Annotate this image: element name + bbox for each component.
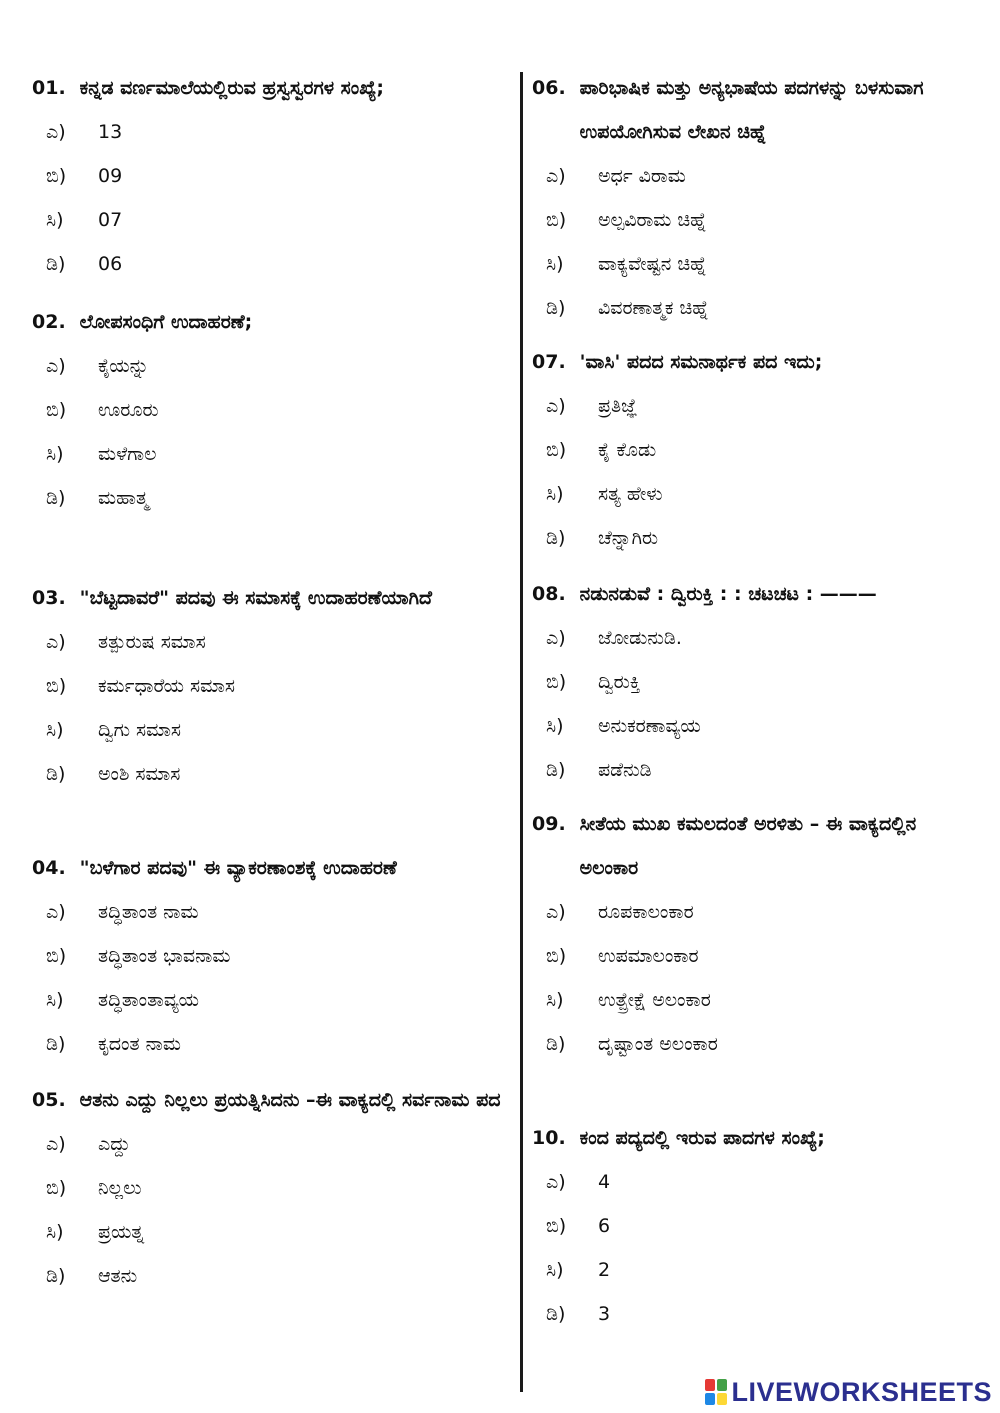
- option-label: ಡಿ): [546, 527, 566, 549]
- option-text: ವಿವರಣಾತ್ಮಕ ಚಿಹ್ನೆ: [598, 297, 709, 319]
- option-text: ವಾಕ್ಯವೇಷ್ಟನ ಚಿಹ್ನೆ: [598, 253, 707, 275]
- logo-square-green: [717, 1379, 727, 1391]
- option-label: ಸಿ): [46, 989, 64, 1011]
- option-text: ತದ್ಧಿತಾಂತಾವ್ಯಯ: [98, 989, 200, 1011]
- option-text: ಉಪಮಾಲಂಕಾರ: [598, 945, 699, 967]
- option-text: ಚೆನ್ನಾಗಿರು: [598, 527, 659, 549]
- option-label: ಎ): [546, 627, 566, 649]
- option-label: ಬಿ): [46, 1177, 67, 1199]
- question-text: ಪಾರಿಭಾಷಿಕ ಮತ್ತು ಅನ್ಯಭಾಷೆಯ ಪದಗಳನ್ನು ಬಳಸುವಾಗ ಉಪಯೋಗಿಸುವ ಲೇಖನ ಚಿಹ್ನೆ: [579, 77, 924, 143]
- option-text: ಅನುಕರಣಾವ್ಯಯ: [598, 715, 701, 737]
- question-number: 03.: [32, 587, 66, 609]
- question-number: 08.: [532, 583, 566, 605]
- option-label: ಎ): [546, 901, 566, 923]
- option-text: ಮಳೆಗಾಲ: [98, 443, 157, 465]
- question-09: [532, 802, 972, 1066]
- option-text: 6: [598, 1215, 611, 1237]
- option-text: ಪ್ರತಿಜ್ಞೆ: [598, 395, 638, 417]
- option-d[interactable]: [32, 1022, 512, 1066]
- option-c[interactable]: [532, 242, 972, 286]
- option-d[interactable]: [32, 242, 512, 286]
- option-label: ಎ): [46, 901, 66, 923]
- option-c[interactable]: [32, 198, 512, 242]
- option-text: ರೂಪಕಾಲಂಕಾರ: [598, 901, 694, 923]
- option-text: ಕೈಯನ್ನು: [98, 355, 149, 377]
- question-10: [532, 1116, 972, 1336]
- option-c[interactable]: [532, 978, 972, 1022]
- logo-square-red: [705, 1379, 715, 1391]
- question-text: ಸೀತೆಯ ಮುಖ ಕಮಲದಂತೆ ಅರಳಿತು – ಈ ವಾಕ್ಯದಲ್ಲಿನ ಅಲಂಕಾರ: [579, 813, 917, 879]
- option-label: ಡಿ): [46, 487, 66, 509]
- question-text: "ಬೆಟ್ಟದಾವರೆ" ಪದವು ಈ ಸಮಾಸಕ್ಕೆ ಉದಾಹರಣೆಯಾಗಿದೆ: [79, 587, 433, 609]
- option-label: ಬಿ): [46, 945, 67, 967]
- question-text: ನಡುನಡುವೆ : ದ್ವಿರುಕ್ತಿ : : ಚಟಚಟ : ———: [579, 583, 877, 605]
- question-number: 04.: [32, 857, 66, 879]
- option-b[interactable]: [32, 388, 512, 432]
- option-a[interactable]: [32, 1122, 512, 1166]
- option-d[interactable]: [532, 516, 972, 560]
- option-label: ಸಿ): [546, 989, 564, 1011]
- question-number: 07.: [532, 351, 566, 373]
- option-text: ಅಲ್ಪವಿರಾಮ ಚಿಹ್ನೆ: [598, 209, 707, 231]
- question-06: [532, 66, 972, 330]
- question-number: 06.: [532, 77, 566, 99]
- question-number: 02.: [32, 311, 66, 333]
- option-a[interactable]: [32, 620, 512, 664]
- option-label: ಎ): [46, 355, 66, 377]
- option-text: ದೃಷ್ಟಾಂತ ಅಲಂಕಾರ: [598, 1033, 718, 1055]
- option-label: ಡಿ): [546, 759, 566, 781]
- question-07: [532, 340, 972, 560]
- liveworksheets-logo-icon: [705, 1379, 727, 1405]
- question-number: 01.: [32, 77, 66, 99]
- option-b[interactable]: [32, 934, 512, 978]
- option-text: ಪಡೆನುಡಿ: [598, 759, 652, 781]
- option-a[interactable]: [532, 384, 972, 428]
- option-label: ಸಿ): [546, 715, 564, 737]
- option-label: ಎ): [546, 395, 566, 417]
- option-label: ಎ): [46, 121, 66, 143]
- option-a[interactable]: [532, 616, 972, 660]
- option-label: ಡಿ): [46, 1033, 66, 1055]
- option-label: ಸಿ): [546, 483, 564, 505]
- question-02: [32, 300, 512, 520]
- option-label: ಸಿ): [546, 1259, 564, 1281]
- option-label: ಡಿ): [46, 1265, 66, 1287]
- option-a[interactable]: [532, 890, 972, 934]
- option-c[interactable]: [532, 472, 972, 516]
- option-label: ಬಿ): [46, 675, 67, 697]
- option-text: ಅಂಶಿ ಸಮಾಸ: [98, 763, 181, 785]
- option-text: ಸತ್ಯ ಹೇಳು: [598, 483, 663, 505]
- question-number: 10.: [532, 1127, 566, 1149]
- option-text: 09: [98, 165, 123, 187]
- option-text: 07: [98, 209, 123, 231]
- option-label: ಸಿ): [46, 1221, 64, 1243]
- option-a[interactable]: [532, 1160, 972, 1204]
- option-d[interactable]: [532, 748, 972, 792]
- option-text: 3: [598, 1303, 611, 1325]
- logo-square-yellow: [717, 1393, 727, 1405]
- option-d[interactable]: [532, 1022, 972, 1066]
- option-text: ಉತ್ಪ್ರೇಕ್ಷೆ ಅಲಂಕಾರ: [598, 989, 711, 1011]
- option-c[interactable]: [32, 708, 512, 752]
- option-b[interactable]: [532, 660, 972, 704]
- question-05: [32, 1078, 512, 1298]
- option-text: ಆತನು: [98, 1265, 138, 1287]
- option-text: ತತ್ಪುರುಷ ಸಮಾಸ: [98, 631, 206, 653]
- option-d[interactable]: [32, 476, 512, 520]
- question-number: 09.: [532, 813, 566, 835]
- option-a[interactable]: [32, 110, 512, 154]
- option-d[interactable]: [32, 752, 512, 796]
- option-text: ತದ್ಧಿತಾಂತ ಭಾವನಾಮ: [98, 945, 231, 967]
- option-label: ಸಿ): [546, 253, 564, 275]
- option-text: 06: [98, 253, 123, 275]
- option-text: ದ್ವಿರುಕ್ತಿ: [598, 671, 641, 693]
- option-text: ನಿಲ್ಲಲು: [98, 1177, 142, 1199]
- option-b[interactable]: [32, 154, 512, 198]
- option-label: ಬಿ): [46, 399, 67, 421]
- question-text: ಕಂದ ಪದ್ಯದಲ್ಲಿ ಇರುವ ಪಾದಗಳ ಸಂಖ್ಯೆ;: [579, 1127, 825, 1149]
- option-c[interactable]: [32, 978, 512, 1022]
- option-label: ಎ): [46, 631, 66, 653]
- option-text: 13: [98, 121, 123, 143]
- option-text: ತದ್ಧಿತಾಂತ ನಾಮ: [98, 901, 199, 923]
- option-label: ಡಿ): [546, 297, 566, 319]
- option-a[interactable]: [32, 890, 512, 934]
- option-label: ಬಿ): [546, 439, 567, 461]
- option-b[interactable]: [532, 934, 972, 978]
- option-b[interactable]: [532, 428, 972, 472]
- option-b[interactable]: [532, 1204, 972, 1248]
- column-divider: [520, 72, 523, 1392]
- option-label: ಡಿ): [46, 763, 66, 785]
- option-label: ಬಿ): [46, 165, 67, 187]
- option-label: ಸಿ): [46, 719, 64, 741]
- option-text: ಪ್ರಯತ್ನ: [98, 1221, 144, 1243]
- option-c[interactable]: [532, 704, 972, 748]
- option-text: ಜೋಡುನುಡಿ.: [598, 627, 682, 649]
- option-label: ಡಿ): [546, 1033, 566, 1055]
- option-d[interactable]: [532, 286, 972, 330]
- option-label: ಬಿ): [546, 945, 567, 967]
- option-a[interactable]: [32, 344, 512, 388]
- question-08: [532, 572, 972, 792]
- option-d[interactable]: [32, 1254, 512, 1298]
- option-text: ಮಹಾತ್ಮ: [98, 487, 149, 509]
- option-text: 4: [598, 1171, 611, 1193]
- option-b[interactable]: [532, 198, 972, 242]
- option-text: ಅರ್ಧ ವಿರಾಮ: [598, 165, 686, 187]
- option-text: ಕೈ ಕೊಡು: [598, 439, 657, 461]
- option-label: ಸಿ): [46, 209, 64, 231]
- option-a[interactable]: [532, 154, 972, 198]
- question-text: ಕನ್ನಡ ವರ್ಣಮಾಲೆಯಲ್ಲಿರುವ ಹ್ರಸ್ವಸ್ವರಗಳ ಸಂಖ್ಯೆ;: [79, 77, 385, 99]
- question-text: 'ವಾಸಿ' ಪದದ ಸಮನಾರ್ಥಕ ಪದ ಇದು;: [579, 351, 823, 373]
- option-b[interactable]: [32, 1166, 512, 1210]
- logo-square-blue: [705, 1393, 715, 1405]
- option-c[interactable]: [532, 1248, 972, 1292]
- question-text: ಆತನು ಎದ್ದು ನಿಲ್ಲಲು ಪ್ರಯತ್ನಿಸಿದನು –ಈ ವಾಕ್ಯದಲ್ಲಿ ಸರ್ವನಾಮ ಪದ: [79, 1089, 501, 1111]
- option-text: ದ್ವಿಗು ಸಮಾಸ: [98, 719, 181, 741]
- option-c[interactable]: [32, 1210, 512, 1254]
- liveworksheets-watermark[interactable]: [705, 1376, 992, 1408]
- option-text: ಕೃದಂತ ನಾಮ: [98, 1033, 181, 1055]
- option-label: ಬಿ): [546, 671, 567, 693]
- option-d[interactable]: [532, 1292, 972, 1336]
- option-b[interactable]: [32, 664, 512, 708]
- option-label: ಸಿ): [46, 443, 64, 465]
- question-number: 05.: [32, 1089, 66, 1111]
- option-text: ಎದ್ದು: [98, 1133, 131, 1155]
- option-label: ಎ): [46, 1133, 66, 1155]
- option-text: 2: [598, 1259, 611, 1281]
- question-text: "ಬಳೆಗಾರ ಪದವು" ಈ ವ್ಯಾಕರಣಾಂಶಕ್ಕೆ ಉದಾಹರಣೆ: [79, 857, 397, 879]
- liveworksheets-wordmark: LIVEWORKSHEETS: [731, 1376, 992, 1407]
- option-text: ಕರ್ಮಧಾರೆಯ ಸಮಾಸ: [98, 675, 235, 697]
- option-label: ಎ): [546, 165, 566, 187]
- option-label: ಡಿ): [546, 1303, 566, 1325]
- question-03: [32, 576, 512, 796]
- option-label: ಡಿ): [46, 253, 66, 275]
- question-04: [32, 846, 512, 1066]
- option-label: ಎ): [546, 1171, 566, 1193]
- option-label: ಬಿ): [546, 1215, 567, 1237]
- question-01: [32, 66, 512, 286]
- option-text: ಊರೂರು: [98, 399, 159, 421]
- question-text: ಲೋಪಸಂಧಿಗೆ ಉದಾಹರಣೆ;: [79, 311, 253, 333]
- option-c[interactable]: [32, 432, 512, 476]
- option-label: ಬಿ): [546, 209, 567, 231]
